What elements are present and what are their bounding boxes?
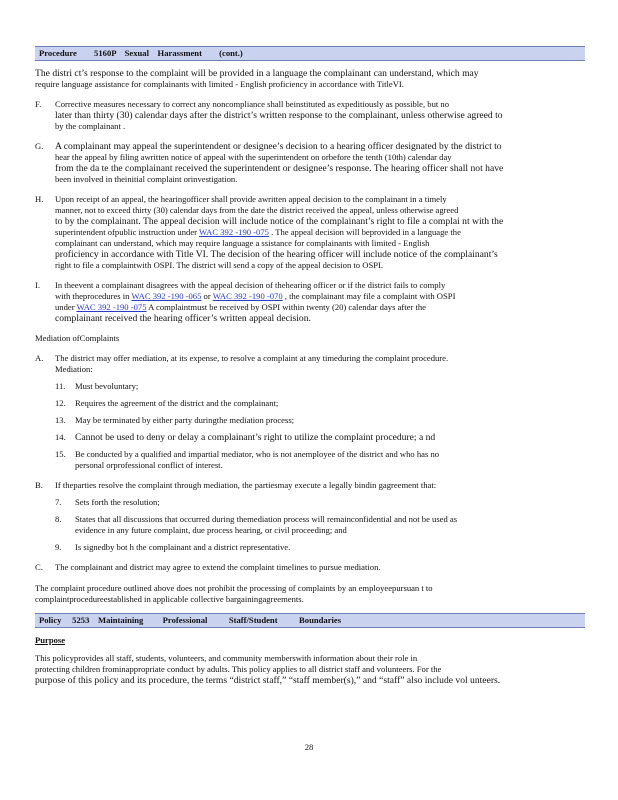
section-line — [55, 302, 585, 313]
list-item — [55, 525, 585, 536]
section-line: to by the complainant. The appeal decision will include notice of the complainant’s right to file a complai nt with the — [55, 216, 504, 227]
section-label: B. — [35, 480, 43, 490]
list-item — [55, 542, 585, 553]
intro-line: The distri ct’s response to the complaint will be provided in a language the complainant can understand, which may — [35, 68, 479, 79]
section-line: from the da te the complainant received the superintendent or designee’s response. The hearing officer shall not have — [55, 163, 504, 174]
purpose-line: protecting children frominappropriate conduct by adults. This policy applies to all district staff and volunteers. For the — [35, 664, 442, 674]
wac-link[interactable]: WAC 392 -190 -070 — [212, 291, 283, 301]
section-label: I. — [35, 280, 41, 290]
list-item — [55, 381, 585, 392]
list-item — [55, 497, 585, 508]
line-text: or — [201, 291, 213, 301]
line-text: with theprocedures in — [55, 291, 132, 301]
section-label: F. — [35, 99, 42, 109]
section-line: If theparties resolve the complaint through mediation, the partiesmay execute a legally bindin gagreement that: — [55, 480, 437, 490]
list-item-text: Be conducted by a qualified and impartial mediator, who is not anemployee of the district and who has no — [75, 449, 440, 459]
list-item-text: evidence in any future complaint, due process hearing, or civil proceeding; and — [75, 525, 347, 535]
mediation-heading: Mediation ofComplaints — [35, 333, 120, 343]
wac-link[interactable]: WAC 392 -190 -065 — [131, 291, 202, 301]
wac-link[interactable]: WAC 392 -190 -075 — [76, 302, 147, 312]
purpose-line: This policyprovides all staff, students, volunteers, and community memberswith information about their role in — [35, 653, 418, 663]
section-line: been involved in theinitial complaint orinvestigation. — [55, 174, 238, 184]
procedure-header-title: Procedure 5160P Sexual Harassment (cont.) — [39, 48, 243, 58]
section-line: Mediation: — [55, 364, 93, 374]
document-page — [35, 46, 585, 686]
closing-line: complaintprocedureestablished in applicable collective bargainingagreements. — [35, 594, 304, 604]
procedure-header-bar — [35, 46, 585, 61]
section-line: hear the appeal by filing awritten notice of appeal with the superintendent on orbefore the tenth (10th) calendar day — [55, 152, 452, 162]
section-line: by the complainant . — [55, 121, 126, 131]
line-text: under — [55, 302, 77, 312]
section-line: Corrective measures necessary to correct any noncompliance shall beinstituted as expeditiously as possible, but no — [55, 99, 450, 109]
purpose-paragraph — [35, 653, 585, 686]
section-line: right to file a complaintwith OSPI. The district will send a copy of the appeal decision to OSPI. — [55, 260, 384, 270]
list-item — [55, 514, 585, 525]
section-line: later than thirty (30) calendar days after the district’s written response to the complainant, unless otherwise agreed to — [55, 110, 503, 121]
section-label: H. — [35, 194, 44, 204]
list-item-number: 15. — [55, 449, 66, 459]
closing-line: The complaint procedure outlined above does not prohibit the processing of complaints by an employeepursuan t to — [35, 583, 433, 593]
section-line: The district may offer mediation, at its expense, to resolve a complaint at any timeduring the complaint procedure. — [55, 353, 449, 363]
section-line: A complainant may appeal the superintendent or designee’s decision to a hearing officer designated by the district to — [55, 141, 502, 152]
section-line: In theevent a complainant disagrees with the appeal decision of thehearing officer or if the district fails to comply — [55, 280, 446, 290]
list-item-text: Cannot be used to deny or delay a complainant’s right to utilize the complaint procedure; a nd — [75, 432, 436, 443]
section-line: complainant received the hearing officer’s written appeal decision. — [55, 313, 311, 324]
list-item-number: 11. — [55, 381, 66, 391]
section-label: A. — [35, 353, 44, 363]
page-number: 28 — [304, 742, 314, 752]
section-h — [35, 194, 585, 271]
closing-paragraph — [35, 583, 585, 605]
list-item-number: 7. — [55, 497, 62, 507]
line-text: , the complainant may file a complaint with OSPI — [282, 291, 456, 301]
line-text: A complaintmust be received by OSPI within twenty (20) calendar days after the — [146, 302, 426, 312]
section-c — [35, 562, 585, 573]
list-item — [55, 415, 585, 426]
list-item-number: 8. — [55, 514, 62, 524]
purpose-heading: Purpose — [35, 635, 66, 645]
list-item-number: 12. — [55, 398, 66, 408]
section-line — [55, 227, 585, 238]
section-line: The complainant and district may agree to extend the complaint timelines to pursue mediation. — [55, 562, 381, 572]
purpose-line: purpose of this policy and its procedure, the terms “district staff,” “staff member(s),” and “staff” also include vol unteers. — [35, 675, 501, 686]
section-f — [35, 99, 585, 132]
section-b — [35, 480, 585, 491]
list-item-number — [55, 460, 75, 471]
list-item — [55, 432, 585, 443]
list-item-number: 9. — [55, 542, 62, 552]
section-label: C. — [35, 562, 43, 572]
policy-header-title: Policy 5253 Maintaining Professional Staff/Student Boundaries — [39, 615, 342, 625]
section-i — [35, 280, 585, 324]
list-item-text: States that all discussions that occurred during themediation process will remainconfidential and not be used as — [75, 514, 458, 524]
section-line: proficiency in accordance with Title VI. The decision of the hearing officer will include notice of the complainant’s — [55, 249, 498, 260]
line-text: . The appeal decision will beprovided in a language the — [268, 227, 461, 237]
list-item-number: 14. — [55, 432, 66, 442]
list-item-text: Sets forth the resolution; — [75, 497, 160, 507]
section-g — [35, 141, 585, 185]
intro-line: require language assistance for complainants with limited - English proficiency in accordance with TitleVI. — [35, 79, 404, 89]
section-label: G. — [35, 141, 44, 151]
list-item-text: Must bevoluntary; — [75, 381, 139, 391]
section-line: manner, not to exceed thirty (30) calendar days from the date the district received the appeal, unless otherwise agreed — [55, 205, 459, 215]
section-line: Upon receipt of an appeal, the hearingofficer shall provide awritten appeal decision to the complainant in a timely — [55, 194, 447, 204]
wac-link[interactable]: WAC 392 -190 -075 — [199, 227, 269, 237]
list-item-number — [55, 525, 75, 536]
list-item — [55, 449, 585, 460]
section-line: complainant can understand, which may require language a ssistance for complainants with limited - English — [55, 238, 430, 248]
list-item-text: May be terminated by either party duringthe mediation process; — [75, 415, 295, 425]
list-item — [55, 460, 585, 471]
list-item-text: Requires the agreement of the district and the complainant; — [75, 398, 279, 408]
list-item-text: personal orprofessional conflict of interest. — [75, 460, 223, 470]
policy-header-bar — [35, 613, 585, 628]
list-item-number: 13. — [55, 415, 66, 425]
section-line — [55, 291, 585, 302]
list-item-text: Is signedby bot h the complainant and a district representative. — [75, 542, 291, 552]
section-a — [35, 353, 585, 375]
intro-paragraph — [35, 68, 585, 90]
list-item — [55, 398, 585, 409]
line-text: superintendent ofpublic instruction under — [55, 227, 199, 237]
